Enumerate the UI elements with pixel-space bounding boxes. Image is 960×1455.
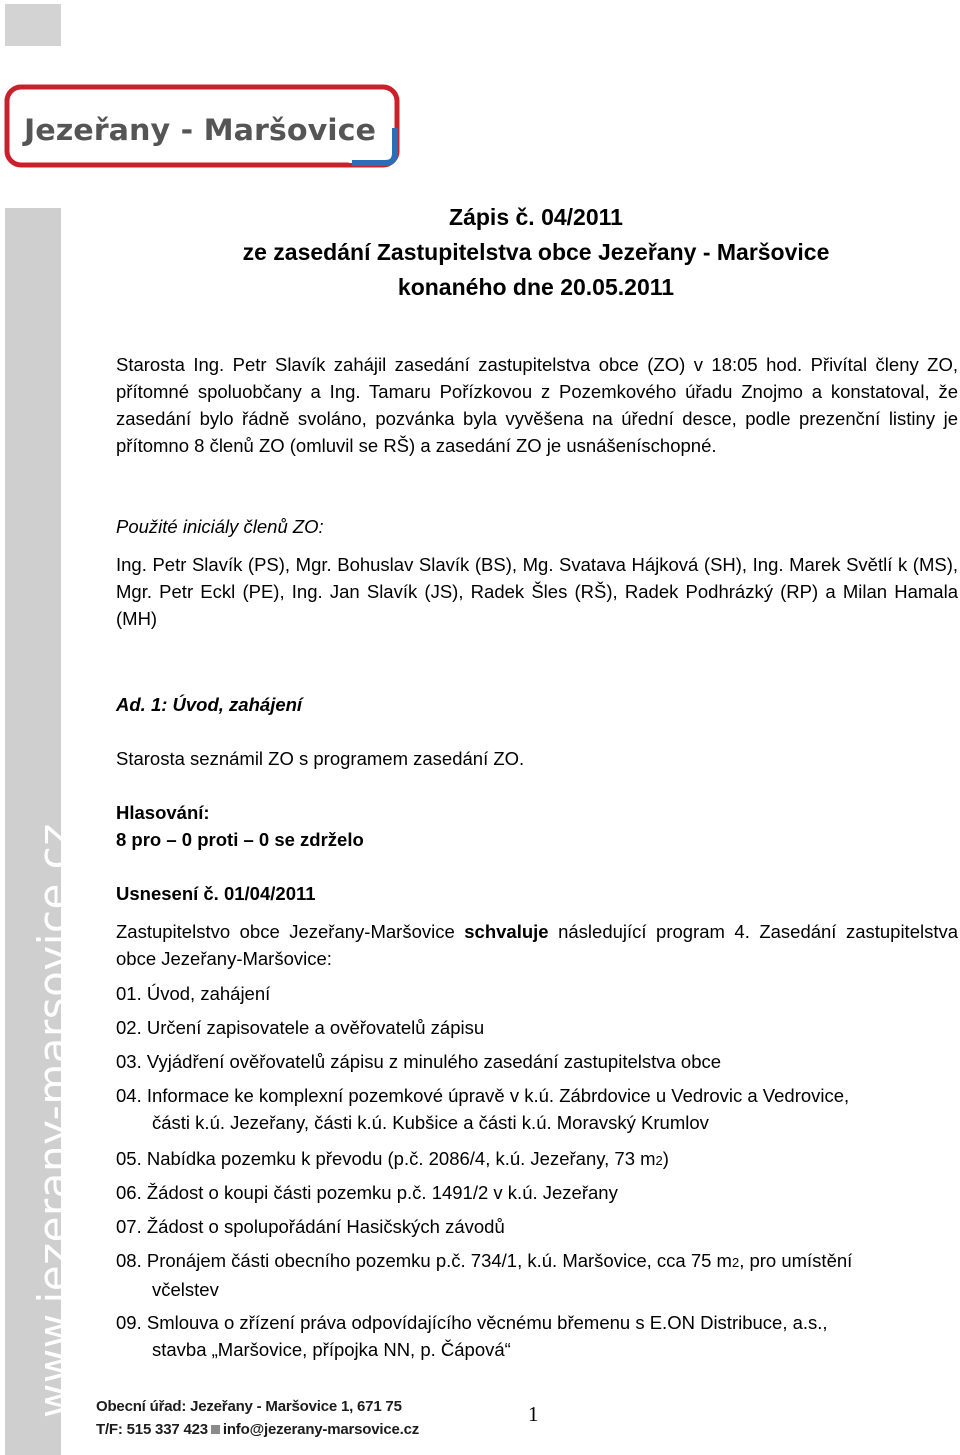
square-bullet-icon	[211, 1425, 220, 1434]
program-item: 06. Žádost o koupi části pozemku p.č. 1491/2 v k.ú. Jezeřany	[116, 1182, 618, 1203]
vote-heading: Hlasování:	[116, 802, 210, 823]
page-number: 1	[528, 1402, 539, 1426]
program-item: 04. Informace ke komplexní pozemkové úpravě v k.ú. Zábrdovice u Vedrovic a Vedrovice, části k.ú. Jezeřany, části k.ú. Kubšice a části k.ú. Moravský Krumlov	[116, 1085, 850, 1133]
footer-email: info@jezerany-marsovice.cz	[222, 1421, 420, 1438]
intro-paragraph: Starosta Ing. Petr Slavík zahájil zasedání zastupitelstva obce (ZO) v 18:05 hod. Přivítal členy ZO, přítomné spoluobčany a Ing. Tamaru Pořízkovou z Pozemkového úřadu Znojmo a konstatoval, že zasedání bylo řádně svoláno, pozvánka byla vyvěšena na úřední desce, podle prezenční listiny je přítomno 8 členů ZO (omluvil se RŠ) a zasedání ZO je usnášeníschopné.	[116, 354, 958, 456]
vote-result: 8 pro – 0 proti – 0 se zdrželo	[116, 829, 364, 850]
program-item: 03. Vyjádření ověřovatelů zápisu z minulého zasedání zastupitelstva obce	[116, 1051, 722, 1072]
initials-list: Ing. Petr Slavík (PS), Mgr. Bohuslav Slavík (BS), Mg. Svatava Hájková (SH), Ing. Marek Světlí k (MS), Mgr. Petr Eckl (PE), Ing. Jan Slavík (JS), Radek Šles (RŠ), Radek Podhrázký (RP) a Milan Hamala (MH)	[116, 554, 958, 629]
logo-text: Jezeřany - Maršovice	[21, 113, 377, 147]
document-title-line1: Zápis č. 04/2011	[449, 204, 623, 230]
municipality-logo	[4, 84, 400, 168]
document-title-line3: konaného dne 20.05.2011	[397, 274, 675, 300]
footer-address: Obecní úřad: Jezeřany - Maršovice 1, 671 75	[96, 1398, 402, 1415]
program-item: 02. Určení zapisovatele a ověřovatelů zápisu	[116, 1017, 485, 1038]
program-item: 07. Žádost o spolupořádání Hasičských závodů	[116, 1216, 505, 1237]
footer-contact	[96, 1421, 419, 1438]
section-heading-ad1: Ad. 1: Úvod, zahájení	[116, 694, 303, 715]
program-item: 08. Pronájem části obecního pozemku p.č. 734/1, k.ú. Maršovice, cca 75 m2, pro umístění včelstev	[116, 1250, 853, 1300]
program-item: 09. Smlouva o zřízení práva odpovídajícího věcnému břemenu s E.ON Distribuce, a.s., stavba „Maršovice, přípojka NN, p. Čápová“	[116, 1312, 828, 1360]
program-item: 05. Nabídka pozemku k převodu (p.č. 2086/4, k.ú. Jezeřany, 73 m2)	[116, 1148, 669, 1169]
ad1-text: Starosta seznámil ZO s programem zasedání ZO.	[116, 748, 525, 769]
initials-heading: Použité iniciály členů ZO:	[116, 516, 324, 537]
footer-phone: T/F: 515 337 423	[96, 1421, 208, 1438]
resolution-text: Zastupitelstvo obce Jezeřany-Maršovice schvaluje následující program 4. Zasedání zastupitelstva obce Jezeřany-Maršovice:	[116, 921, 959, 969]
document-title-line2: ze zasedání Zastupitelstva obce Jezeřany - Maršovice	[242, 239, 830, 265]
side-url-watermark: www.jezerany-marsovice.cz	[29, 823, 78, 1418]
resolution-number: Usnesení č. 01/04/2011	[116, 883, 316, 904]
program-item: 01. Úvod, zahájení	[116, 983, 271, 1004]
top-gray-square	[5, 4, 61, 46]
